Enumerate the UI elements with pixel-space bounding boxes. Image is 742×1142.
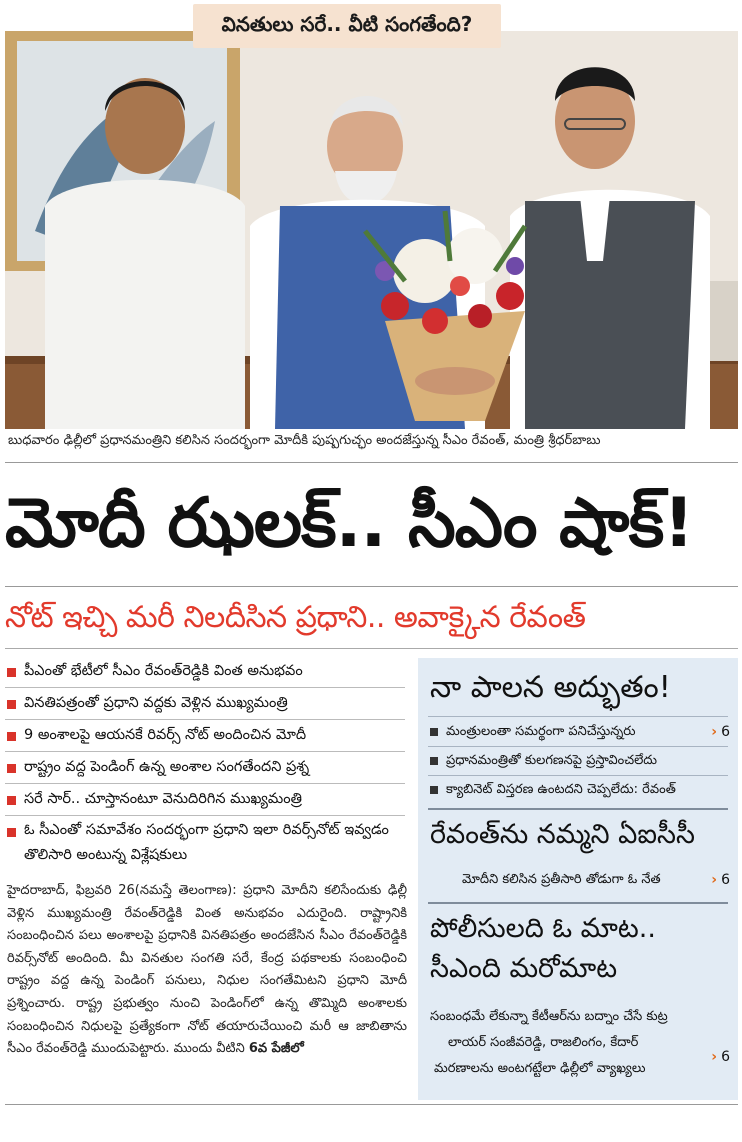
arrow-right-icon: › [711,724,718,740]
sidebar-heading: పోలీసులది ఓ మాట.. [430,913,656,944]
divider [428,716,728,717]
page-reference[interactable]: › 6 [711,724,730,740]
sidebar-text: లాయర్ సంజీవరెడ్డి, రాజలింగం, కేదార్ [448,1035,639,1050]
sidebar-item: క్యాబినెట్ విస్తరణ ఉంటదని చెప్పలేదు: రేవంత్ [430,779,730,801]
divider [428,746,728,747]
bullet-square-icon [7,700,16,709]
page-reference[interactable]: › 6 [711,872,730,888]
sidebar-item: ప్రధానమంత్రితో కులగణనపై ప్రస్తావించలేదు [430,750,730,772]
list-item: 9 అంశాలపై ఆయనకే రివర్స్ నోట్ అందించిన మోదీ [5,720,405,752]
list-item: ఓ సీఎంతో సమావేశం సందర్భంగా ప్రధాని ఇలా రివర్స్‌నోట్ ఇవ్వడం తొలిసారి అంటున్న విశ్లేషకులు [5,816,405,870]
arrow-right-icon: › [711,872,718,888]
sub-headline: నోట్ ఇచ్చి మరీ నిలదీసిన ప్రధాని.. అవాక్కైన రేవంత్ [5,600,586,635]
sidebar-heading: రేవంత్‌ను నమ్మని ఏఐసీసీ [430,819,695,850]
bullet-square-icon [430,786,438,794]
news-photo [5,31,738,429]
list-item: వినతిపత్రంతో ప్రధాని వద్దకు వెళ్లిన ముఖ్యమంత్రి [5,688,405,720]
highlight-list [5,656,405,870]
bullet-square-icon [7,796,16,805]
sidebar-text: మరణాలను అంటగట్టేలా ఢిల్లీలో వ్యాఖ్యలు [434,1061,646,1076]
sidebar-box [418,658,738,1100]
article-body [7,880,407,1061]
page-reference[interactable]: › 6 [711,1049,730,1065]
news-photo-illustration [5,31,738,429]
continued-page-link[interactable]: 6వ పేజీలో [248,1041,304,1057]
sidebar-text: సంబంధమే లేకున్నా కేటీఆర్‌ను బద్నాం చేసే కుట్ర [430,1009,668,1024]
bullet-square-icon [7,828,16,837]
list-item: రాష్ట్రం వద్ద పెండింగ్ ఉన్న అంశాల సంగతేందని ప్రశ్న [5,752,405,784]
arrow-right-icon: › [711,1049,718,1065]
sidebar-heading: నా పాలన అద్భుతం! [430,670,671,705]
sidebar-item[interactable]: మంత్రులంతా సమర్థంగా పనిచేస్తున్నరు › 6 [430,721,730,743]
photo-caption: బుధవారం ఢిల్లీలో ప్రధానమంత్రిని కలిసిన సందర్భంగా మోదీకి పుష్పగుచ్ఛం అందజేస్తున్న సీఎం రేవంత్, మంత్రి శ్రీధర్‌బాబు [8,433,601,448]
divider [5,1104,738,1105]
bullet-square-icon [7,732,16,741]
divider [428,808,728,810]
sidebar-heading: సీఎంది మరోమాట [430,953,618,984]
divider [428,775,728,776]
divider [5,586,738,587]
bullet-square-icon [7,764,16,773]
list-item: సరే సార్.. చూస్తానంటూ వెనుదిరిగిన ముఖ్యమంత్రి [5,784,405,816]
bullet-square-icon [430,728,438,736]
list-item: పీఎంతో భేటీలో సీఎం రేవంత్‌రెడ్డికి వింత అనుభవం [5,656,405,688]
divider [428,902,728,904]
divider [5,462,738,463]
sidebar-item[interactable]: మోదీని కలిసిన ప్రతీసారి తోడుగా ఓ నేత › 6 [462,869,730,891]
kicker-headline: వినతులు సరే.. వీటి సంగతేంది? [193,4,501,48]
article-text: హైదరాబాద్, ఫిబ్రవరి 26(నమస్తే తెలంగాణ): ప్రధాని మోదీని కలిసేందుకు ఢిల్లీ వెళ్లిన ముఖ్యమంత్రి రేవంత్‌రెడ్డికి వింత అనుభవం ఎదురైంది. రాష్ట్రానికి సంబంధించిన పలు అంశాలపై ప్రధానికి వినతిపత్రం అందజేసిన సీఎం రేవంత్‌రెడ్డికి రివర్స్‌నోట్ అందింది. మీ వినతుల సంగతి సరే, కేంద్ర పథకాలకు సంబంధించి రాష్ట్రం వద్ద ఉన్న పెండింగ్ పనులు, నిధుల సంగతేమిటని ప్రధాని మోదీ ప్రశ్నించారు. రాష్ట్ర ప్రభుత్వం నుంచి పెండింగ్‌లో ఉన్న తొమ్మిది అంశాలకు సంబంధించిన నిధులపై ప్రత్యేకంగా నోట్ తయారుచేయించి మరీ ఆ జాబితాను సీఎం రేవంత్‌రెడ్డి ముందుపెట్టారు. ముందు వీటిని [7,883,407,1057]
bullet-square-icon [7,668,16,677]
divider [5,648,738,649]
main-headline: మోదీ ఝలక్.. సీఎం షాక్! [5,484,694,563]
bullet-square-icon [430,757,438,765]
